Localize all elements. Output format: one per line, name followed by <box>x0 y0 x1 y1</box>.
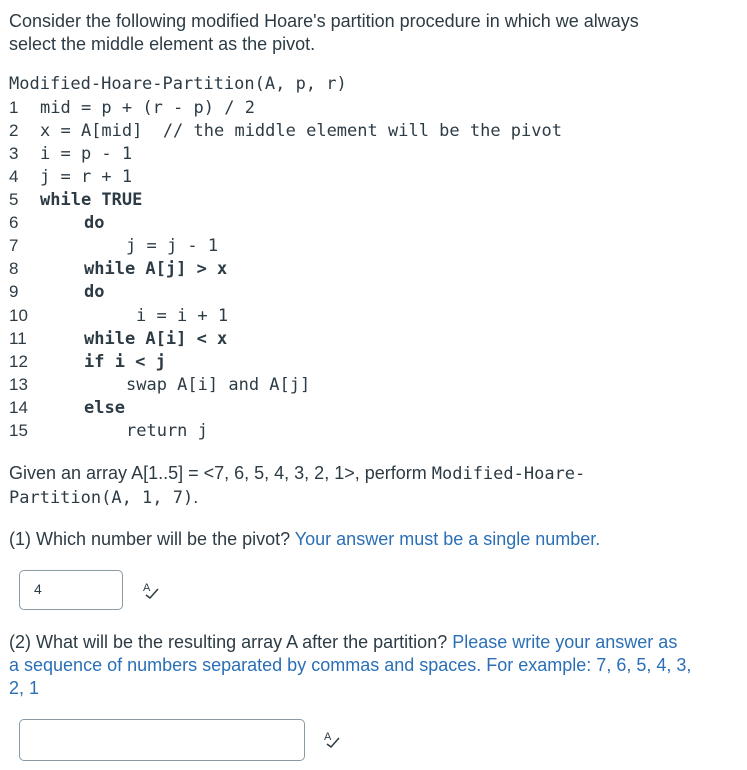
answer-1-value: 4 <box>34 581 42 597</box>
code-text: mid = p + (r - p) / 2 <box>40 98 255 118</box>
code-text: else <box>84 398 125 418</box>
code-line <box>0 306 747 329</box>
code-text: i = p - 1 <box>40 144 133 164</box>
code-text: while A[i] < x <box>84 329 228 349</box>
question-1 <box>9 528 600 551</box>
code-line <box>0 375 747 398</box>
code-line <box>0 213 747 236</box>
question-2-line-1 <box>9 631 677 654</box>
line-number: 1 <box>9 98 19 117</box>
code-text: while TRUE <box>40 190 143 210</box>
line-number: 9 <box>9 282 19 301</box>
code-line <box>0 236 747 259</box>
code-line <box>0 352 747 375</box>
line-number: 7 <box>9 236 19 255</box>
given-line-2 <box>9 486 198 510</box>
line-number: 5 <box>9 190 19 209</box>
line-number: 11 <box>9 329 27 348</box>
code-line <box>0 259 747 282</box>
line-number: 14 <box>9 398 28 417</box>
question-2-instruction-3: 2, 1 <box>9 678 40 698</box>
code-text: swap A[i] and A[j] <box>126 375 311 395</box>
code-line <box>0 144 747 167</box>
code-text: do <box>84 213 105 233</box>
code-text: if i < j <box>84 352 166 372</box>
question-1-text: (1) Which number will be the pivot? <box>9 529 295 549</box>
question-2-instruction-2: a sequence of numbers separated by commas and spaces. For example: 7, 6, 5, 4, 3, <box>9 655 692 675</box>
question-1-instruction: Your answer must be a single number. <box>294 529 601 549</box>
code-text: j = r + 1 <box>40 167 133 187</box>
line-number: 8 <box>9 259 19 278</box>
code-line <box>0 98 747 121</box>
spellcheck-icon[interactable] <box>322 729 342 749</box>
code-text: while A[j] > x <box>84 259 228 279</box>
line-number: 15 <box>9 421 28 440</box>
code-line <box>0 421 747 444</box>
code-line <box>0 329 747 352</box>
code-text: do <box>84 282 105 302</box>
code-line <box>0 282 747 305</box>
code-text: return j <box>126 421 208 441</box>
given-line-1 <box>9 462 585 486</box>
code-text: i = i + 1 <box>136 306 229 326</box>
line-number: 3 <box>9 144 19 163</box>
line-number: 10 <box>9 306 28 325</box>
line-number: 12 <box>9 352 28 371</box>
svg-text:A: A <box>324 731 332 743</box>
code-title: Modified-Hoare-Partition(A, p, r) <box>9 74 347 94</box>
code-line <box>0 121 747 144</box>
line-number: 6 <box>9 213 19 232</box>
code-line <box>0 190 747 213</box>
spellcheck-icon[interactable] <box>141 580 161 600</box>
line-number: 4 <box>9 167 19 186</box>
line-number: 13 <box>9 375 28 394</box>
code-text: j = j - 1 <box>126 236 219 256</box>
question-2-instruction-1: Please write your answer as <box>452 632 678 652</box>
line-number: 2 <box>9 121 19 140</box>
answer-2-input[interactable] <box>19 719 305 761</box>
code-line <box>0 398 747 421</box>
intro-line-1: Consider the following modified Hoare's partition procedure in which we always <box>9 11 639 31</box>
svg-text:A: A <box>143 582 151 594</box>
given-text: Given an array A[1..5] = <7, 6, 5, 4, 3, 2, 1>, perform <box>9 463 432 483</box>
given-code-1: Modified-Hoare- <box>431 464 586 484</box>
question-2-text: (2) What will be the resulting array A after the partition? <box>9 632 453 652</box>
answer-1-input[interactable] <box>19 570 123 610</box>
code-text: x = A[mid] // the middle element will be the pivot <box>40 121 562 141</box>
intro-line-2: select the middle element as the pivot. <box>9 34 316 54</box>
given-tail: . <box>193 487 199 507</box>
given-code-2: Partition(A, 1, 7) <box>9 488 194 508</box>
code-line <box>0 167 747 190</box>
